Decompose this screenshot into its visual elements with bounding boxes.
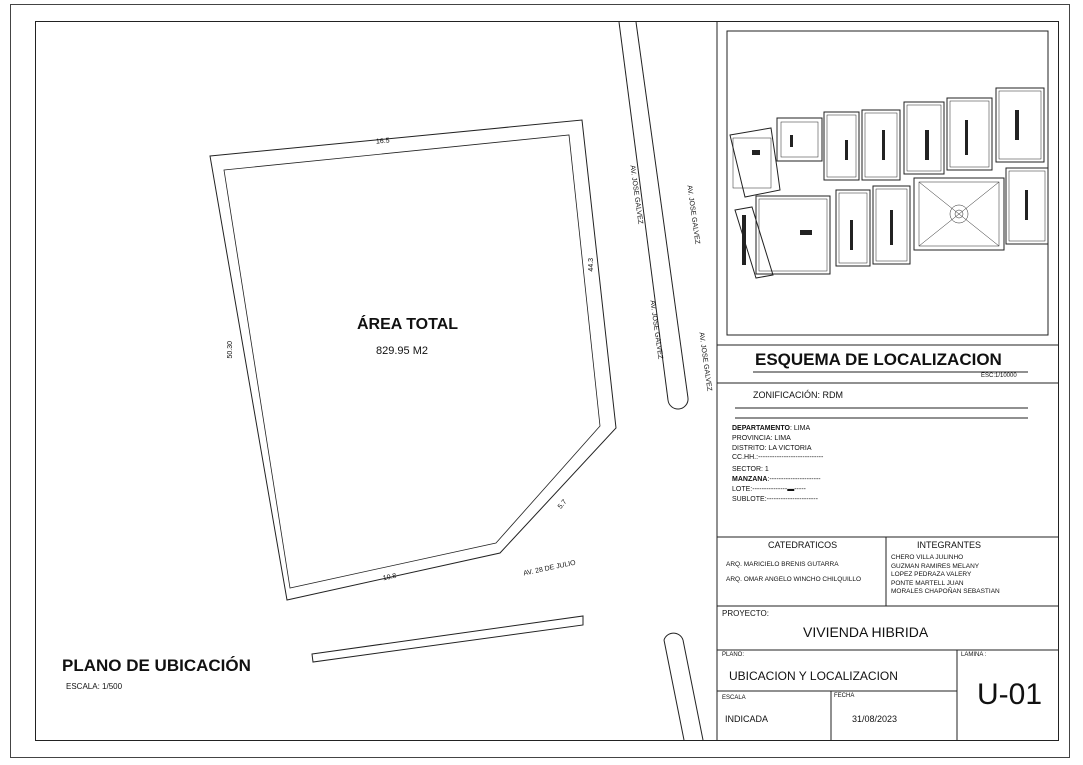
catedraticos-list xyxy=(726,557,861,587)
lamina-value: U-01 xyxy=(977,678,1043,711)
dim-bottom: 10.8 xyxy=(382,572,398,583)
road-lower-cap xyxy=(664,633,683,640)
map-building-marks xyxy=(742,110,1028,265)
map-block xyxy=(777,118,822,161)
street-label-28-julio: AV. 28 DE JULIO xyxy=(522,559,577,578)
map-block xyxy=(735,207,773,278)
area-title: ÁREA TOTAL xyxy=(357,316,459,333)
map-block xyxy=(996,88,1044,162)
street-label-jose-galvez: AV. JOSE GALVEZ xyxy=(685,184,701,245)
location-info-item: DISTRITO: LA VICTORIA xyxy=(732,444,812,452)
integrante-name: MORALES CHAPOÑAN SEBASTIAN xyxy=(891,588,1000,595)
lot-outline-inner xyxy=(224,135,600,588)
integrante-name: CHERO VILLA JULINHO xyxy=(891,554,964,561)
proyecto-label: PROYECTO: xyxy=(722,609,769,618)
road-jose-galvez-end xyxy=(668,398,688,409)
area-value: 829.95 M2 xyxy=(376,345,428,357)
catedratico-name: ARQ. OMAR ANGELO WINCHO CHILQUILLO xyxy=(726,576,862,583)
lot-outline-outer xyxy=(210,120,616,600)
map-block xyxy=(947,98,992,170)
fecha-label: FECHA xyxy=(834,693,855,699)
plan-scale: ESCALA: 1/500 xyxy=(66,682,123,691)
map-block xyxy=(730,128,780,197)
street-label-jose-galvez: AV. JOSE GALVEZ xyxy=(648,299,664,360)
road-28-julio xyxy=(312,616,583,662)
dim-right: 44.3 xyxy=(588,257,596,272)
integrante-name: PONTE MARTELL JUAN xyxy=(891,579,964,587)
location-scale: ESC:1/10000 xyxy=(981,373,1017,379)
lamina-label: LAMINA : xyxy=(961,652,987,658)
location-map-frame xyxy=(727,31,1048,335)
location-info-item: SUBLOTE:---------------------- xyxy=(732,495,818,503)
fecha-value: 31/08/2023 xyxy=(852,714,898,724)
street-label-jose-galvez: AV. JOSE GALVEZ xyxy=(628,164,644,225)
location-info-item: PROVINCIA: LIMA xyxy=(732,434,791,442)
catedraticos-title: CATEDRATICOS xyxy=(768,540,838,550)
escala-label: ESCALA xyxy=(722,695,746,701)
integrantes-list xyxy=(891,554,1000,597)
location-info-item: DEPARTAMENTO: LIMA xyxy=(732,425,811,432)
location-info-list xyxy=(732,424,823,504)
location-info-item: CC.HH.:---------------------------- xyxy=(732,454,824,462)
location-title: ESQUEMA DE LOCALIZACION xyxy=(755,350,1002,369)
zoning: ZONIFICACIÓN: RDM xyxy=(753,390,843,400)
map-block xyxy=(862,110,900,180)
catedratico-name: ARQ. MARICIELO BRENIS GUTARRA xyxy=(726,561,839,568)
map-block xyxy=(904,102,944,174)
proyecto-value: VIVIENDA HIBRIDA xyxy=(803,624,929,640)
dim-top: 16.5 xyxy=(375,137,390,146)
map-block xyxy=(824,112,859,180)
road-lower-right xyxy=(683,640,703,740)
integrantes-title: INTEGRANTES xyxy=(917,540,982,550)
escala-value: INDICADA xyxy=(725,714,769,724)
plan-title: PLANO DE UBICACIÓN xyxy=(62,656,251,675)
dim-diagonal: 5.7 xyxy=(556,498,569,511)
plano-label: PLANO: xyxy=(722,652,745,658)
integrante-name: GUZMAN RAMIRES MELANY xyxy=(891,562,980,570)
road-lower-left xyxy=(664,640,684,740)
location-info-item: LOTE:---------------▬----- xyxy=(732,485,806,493)
integrante-name: LOPEZ PEDRAZA VALERY xyxy=(891,571,972,578)
plano-value: UBICACION Y LOCALIZACION xyxy=(729,669,898,683)
location-info-item: SECTOR: 1 xyxy=(732,466,769,474)
dim-left: 50.30 xyxy=(227,340,235,359)
map-block xyxy=(756,196,830,274)
street-label-jose-galvez: AV. JOSE GALVEZ xyxy=(697,331,713,392)
location-info-item: MANZANA:---------------------- xyxy=(732,475,821,483)
